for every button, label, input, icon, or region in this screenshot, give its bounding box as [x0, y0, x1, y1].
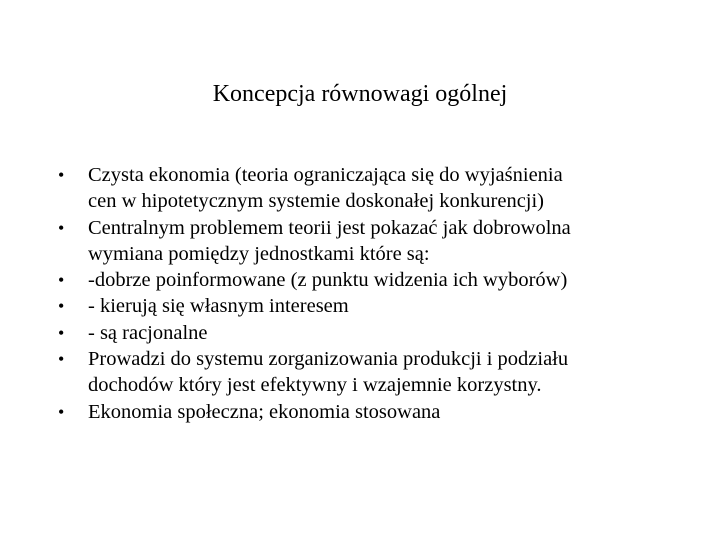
bullet-icon: •: [58, 322, 65, 343]
bullet-item: [58, 293, 698, 319]
bullet-item: [58, 320, 698, 346]
bullet-text-line: - kierują się własnym interesem: [88, 295, 349, 318]
bullet-item: [58, 215, 698, 268]
bullet-list: [58, 162, 698, 425]
slide-title: Koncepcja równowagi ogólnej: [212, 81, 508, 107]
bullet-icon: •: [58, 165, 65, 185]
bullet-text-line: -dobrze poinformowane (z punktu widzenia ich wyborów): [88, 269, 568, 292]
bullet-text-line: Czysta ekonomia (teoria ograniczająca się do wyjaśnienia: [88, 164, 563, 186]
bullet-item: [58, 346, 698, 399]
bullet-icon: •: [58, 296, 65, 317]
bullet-text-line: Centralnym problemem teorii jest pokazać jak dobrowolna: [88, 216, 571, 239]
bullet-icon: •: [58, 270, 65, 291]
bullet-item: [58, 399, 698, 425]
bullet-text-line: cen w hipotetycznym systemie doskonałej konkurencji): [88, 190, 545, 213]
bullet-text-line: - są racjonalne: [88, 321, 208, 344]
bullet-text-line: Prowadzi do systemu zorganizowania produkcji i podziału: [88, 348, 569, 371]
bullet-icon: •: [58, 217, 65, 238]
bullet-item: [58, 267, 698, 293]
bullet-text-line: wymiana pomiędzy jednostkami które są:: [88, 242, 430, 265]
bullet-icon: •: [58, 401, 65, 422]
bullet-item: [58, 162, 698, 215]
bullet-icon: •: [58, 349, 65, 370]
bullet-text-line: dochodów który jest efektywny i wzajemnie korzystny.: [88, 374, 542, 397]
bullet-text-line: Ekonomia społeczna; ekonomia stosowana: [88, 400, 441, 423]
